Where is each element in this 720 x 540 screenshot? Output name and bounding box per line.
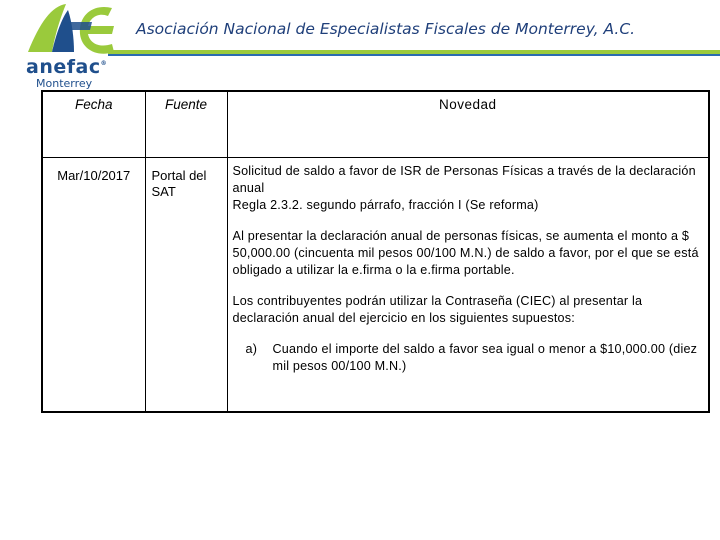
column-header-fecha: Fecha bbox=[42, 91, 145, 157]
novedad-paragraph: Los contribuyentes podrán utilizar la Contraseña (CIEC) al presentar la declaración anual del ejercicio en los siguientes supuestos: bbox=[232, 293, 643, 325]
novedad-paragraph: Al presentar la declaración anual de personas físicas, se aumenta el monto a $ 50,000.00 (cincuenta mil pesos 00/100 M.N.) de saldo a favor, por el que se está obligado a utilizar la e.firma o la e.firma portable. bbox=[232, 228, 699, 277]
registered-mark: ® bbox=[100, 60, 108, 67]
table-header-row bbox=[42, 91, 709, 157]
cell-fecha: Mar/10/2017 bbox=[42, 157, 145, 412]
updates-table bbox=[41, 90, 710, 413]
list-item bbox=[246, 341, 709, 375]
table-row bbox=[42, 157, 709, 412]
list-marker: a) bbox=[245, 341, 258, 356]
novedad-title: Solicitud de saldo a favor de ISR de Personas Físicas a través de la declaración anual bbox=[232, 163, 696, 195]
logo-wordmark: anefac® bbox=[26, 56, 108, 78]
anefac-logo-mark-icon bbox=[22, 0, 122, 56]
logo-subtext: Monterrey bbox=[36, 77, 93, 90]
column-header-novedad: Novedad bbox=[227, 91, 709, 157]
header-rule-blue bbox=[108, 54, 720, 56]
cell-novedad bbox=[227, 157, 709, 412]
cell-fuente: Portal del SAT bbox=[145, 157, 227, 412]
novedad-rule-reference: Regla 2.3.2. segundo párrafo, fracción I (Se reforma) bbox=[232, 197, 539, 212]
page-title: Asociación Nacional de Especialistas Fiscales de Monterrey, A.C. bbox=[136, 20, 636, 38]
column-header-fuente: Fuente bbox=[145, 91, 227, 157]
anefac-logo bbox=[14, 0, 134, 92]
list-item-text: Cuando el importe del saldo a favor sea igual o menor a $10,000.00 (diez mil pesos 00/100 M.N.) bbox=[272, 341, 698, 373]
